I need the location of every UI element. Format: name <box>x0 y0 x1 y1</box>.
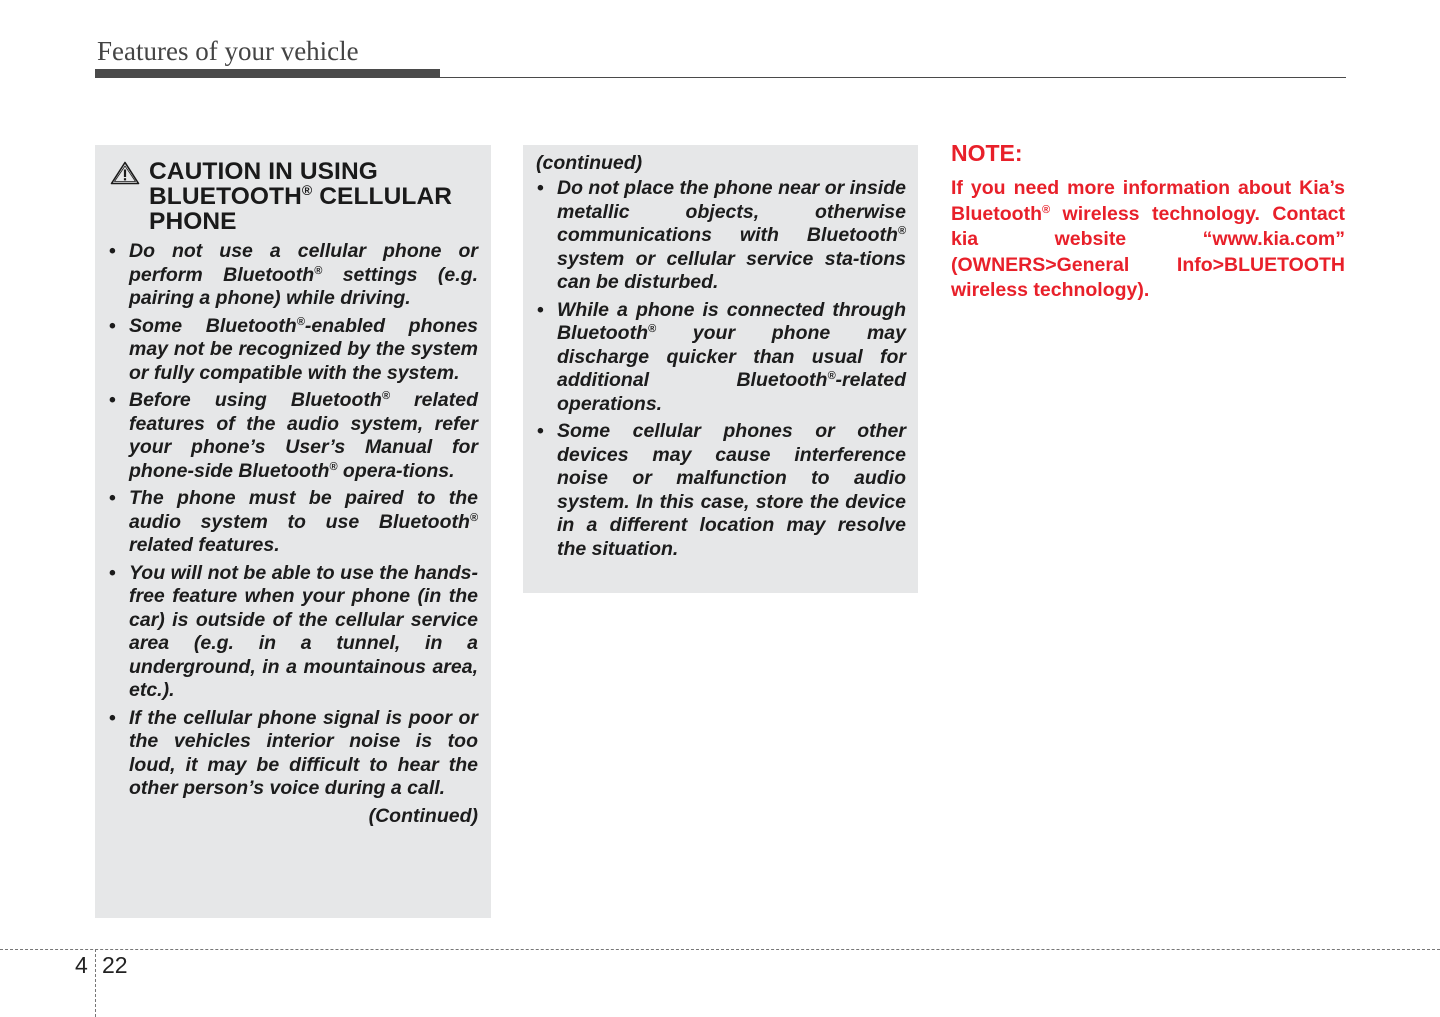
caution-heading <box>108 159 478 234</box>
bullet-item: • Before using Bluetooth® related features of the audio system, refer your phone’s User’s Manual for phone-side Bluetooth® opera-tions. <box>108 389 478 483</box>
section-number: 4 <box>75 952 88 978</box>
note-title: NOTE: <box>951 140 1023 166</box>
bullet-item: • You will not be able to use the hands-free feature when your phone (in the car) is outside of the cellular service area (e.g. in a tunnel, in a underground, in a mountainous area, etc.). <box>108 562 478 703</box>
bullet-item: • Do not place the phone near or inside metallic objects, otherwise communications with Bluetooth® system or cellular service sta-tions can be disturbed. <box>536 177 906 295</box>
continued-label: (continued) <box>536 152 643 174</box>
continued-label: (Continued) <box>368 804 478 827</box>
bullet-item: • Do not use a cellular phone or perform Bluetooth® settings (e.g. pairing a phone) while driving. <box>108 240 478 311</box>
page-number: 22 <box>102 952 128 978</box>
bullet-item: • Some Bluetooth®-enabled phones may not be recognized by the system or fully compatible with the system. <box>108 315 478 386</box>
bullet-item: • If the cellular phone signal is poor or the vehicles interior noise is too loud, it may be difficult to hear the other person’s voice during a call. <box>108 707 478 801</box>
bullet-item: • Some cellular phones or other devices may cause interference noise or malfunction to audio system. In this case, store the device in a different location may resolve the situation. <box>536 420 906 561</box>
bullet-item: • While a phone is connected through Bluetooth® your phone may discharge quicker than usual for additional Bluetooth®-related operations. <box>536 299 906 417</box>
caution-bullet-list <box>108 240 478 801</box>
footer-divider <box>95 949 96 1017</box>
registered-mark: ® <box>301 182 313 198</box>
caution-box <box>95 145 491 918</box>
caution-title-line-1: CAUTION IN USING <box>149 158 378 185</box>
caution-title-line-3: PHONE <box>149 208 237 235</box>
warning-triangle-icon <box>110 161 140 185</box>
caution-bullet-list-continued <box>536 177 906 561</box>
footer-rule <box>0 949 1440 950</box>
page-header-title: Features of your vehicle <box>97 36 359 66</box>
caution-title <box>149 159 478 234</box>
note-body: If you need more information about Kia’s Bluetooth® wireless technology. Contact kia website “www.kia.com” (OWNERS>General Info>BLUETOOTH wireless technology). <box>951 177 1345 301</box>
bullet-item: • The phone must be paired to the audio system to use Bluetooth® related features. <box>108 487 478 558</box>
header-accent-bar <box>95 69 440 78</box>
note-section <box>951 140 1345 304</box>
caution-title-line-2: BLUETOOTH® CELLULAR <box>149 182 453 210</box>
caution-box-continued <box>523 145 918 593</box>
header-rule <box>440 77 1346 78</box>
